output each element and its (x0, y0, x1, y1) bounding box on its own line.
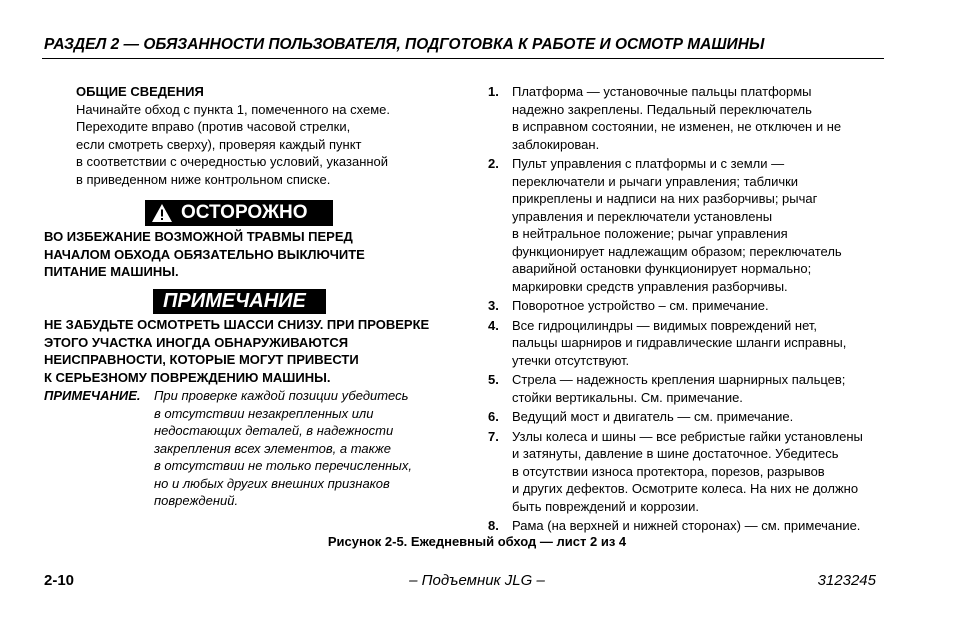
item-line: переключатели и рычаги управления; таблички (512, 173, 799, 189)
item-number: 2. (488, 156, 499, 171)
item-line: пальцы шарниров и гидравлические шланги исправны, (512, 335, 847, 350)
checklist-item (488, 297, 888, 315)
caution-badge (145, 200, 333, 226)
notice-text (44, 316, 464, 386)
remark-line: повреждений. (154, 493, 239, 508)
item-line: маркировки средств управления разборчивы. (512, 278, 788, 294)
item-line: аварийной остановки функционирует нормально; (512, 261, 812, 276)
checklist-item (488, 371, 888, 406)
item-number: 8. (488, 518, 499, 533)
subheading: ОБЩИЕ СВЕДЕНИЯ (76, 84, 204, 99)
item-line: и других дефектов. Осмотрите колеса. На них не должно (512, 481, 859, 496)
intro-paragraph (76, 101, 436, 189)
remark-line: но и любых других внешних признаков (154, 475, 390, 491)
item-line: Поворотное устройство – см. примечание. (512, 298, 769, 313)
remark-label: ПРИМЕЧАНИЕ. (44, 388, 141, 403)
item-line: Стрела — надежность крепления шарнирных пальцев; (512, 372, 846, 387)
item-line: Узлы колеса и шины — все ребристые гайки установлены (512, 428, 863, 444)
item-line: в исправном состоянии, не изменен, не отключен и не (512, 119, 842, 134)
checklist (488, 83, 888, 537)
item-number: 7. (488, 428, 499, 444)
intro-line: Переходите вправо (против часовой стрелки, (76, 119, 351, 134)
caution-line: ПИТАНИЕ МАШИНЫ. (44, 264, 179, 279)
item-line: в отсутствии износа протектора, порезов, разрывов (512, 463, 825, 479)
checklist-item (488, 317, 888, 370)
intro-line: Начинайте обход с пункта 1, помеченного на схеме. (76, 101, 390, 117)
item-line: заблокирован. (512, 136, 600, 152)
notice-line: ЭТОГО УЧАСТКА ИНОГДА ОБНАРУЖИВАЮТСЯ (44, 334, 349, 350)
item-number: 5. (488, 372, 499, 387)
header-divider (42, 58, 884, 59)
item-line: быть повреждений и коррозии. (512, 498, 700, 514)
item-line: Ведущий мост и двигатель — см. примечание. (512, 409, 794, 424)
remark-line: в отсутствии не только перечисленных, (154, 458, 412, 473)
notice-line: НЕИСПРАВНОСТИ, КОТОРЫЕ МОГУТ ПРИВЕСТИ (44, 352, 359, 367)
caution-text (44, 228, 444, 281)
item-line: надежно закреплены. Педальный переключатель (512, 101, 812, 117)
item-line: прикреплены и надписи на них разборчивы; рычаг (512, 191, 818, 206)
item-number: 6. (488, 409, 499, 424)
item-line: функционирует надлежащим образом; переключатель (512, 243, 842, 259)
checklist-item (488, 428, 888, 516)
checklist-item (488, 517, 888, 535)
item-line: Все гидроцилиндры — видимых повреждений нет, (512, 317, 818, 333)
intro-line: в соответствии с очередностью условий, указанной (76, 154, 389, 169)
notice-label: ПРИМЕЧАНИЕ (163, 290, 306, 312)
document-number: 3123245 (817, 572, 876, 589)
left-column (44, 83, 454, 188)
checklist-item (488, 83, 888, 153)
caution-line: ВО ИЗБЕЖАНИЕ ВОЗМОЖНОЙ ТРАВМЫ ПЕРЕД (44, 229, 353, 244)
item-line: Рама (на верхней и нижней сторонах) — см. примечание. (512, 518, 861, 533)
item-line: и затянуты, давление в шине достаточное. Убедитесь (512, 446, 839, 461)
caution-line: НАЧАЛОМ ОБХОДА ОБЯЗАТЕЛЬНО ВЫКЛЮЧИТЕ (44, 246, 365, 262)
remark-line: в отсутствии незакрепленных или (154, 405, 374, 421)
remark-line: При проверке каждой позиции убедитесь (154, 388, 409, 403)
figure-caption: Рисунок 2-5. Ежедневный обход — лист 2 из 4 (327, 534, 627, 549)
item-line: Платформа — установочные пальцы платформы (512, 84, 812, 99)
page-number: 2-10 (44, 572, 75, 589)
item-number: 3. (488, 298, 499, 313)
item-line: утечки отсутствуют. (512, 352, 630, 368)
notice-line: НЕ ЗАБУДЬТЕ ОСМОТРЕТЬ ШАССИ СНИЗУ. ПРИ ПРОВЕРКЕ (44, 317, 430, 332)
intro-line: в приведенном ниже контрольном списке. (76, 171, 331, 187)
footer-title: – Подъемник JLG – (409, 572, 545, 589)
item-line: стойки вертикальны. См. примечание. (512, 389, 743, 405)
remark-body (154, 387, 454, 510)
notice-line: К СЕРЬЕЗНОМУ ПОВРЕЖДЕНИЮ МАШИНЫ. (44, 369, 331, 385)
item-line: Пульт управления с платформы и с земли — (512, 156, 785, 171)
item-number: 1. (488, 84, 499, 99)
warning-triangle-icon (151, 202, 173, 224)
remark-line: недостающих деталей, в надежности (154, 423, 394, 438)
item-number: 4. (488, 317, 499, 333)
remark-line: закрепления всех элементов, а также (154, 440, 391, 456)
checklist-item (488, 155, 888, 295)
caution-label: ОСТОРОЖНО (181, 202, 308, 223)
item-line: управления и переключатели установлены (512, 208, 773, 224)
section-title: РАЗДЕЛ 2 — ОБЯЗАННОСТИ ПОЛЬЗОВАТЕЛЯ, ПОДГОТОВКА К РАБОТЕ И ОСМОТР МАШИНЫ (44, 36, 765, 53)
notice-badge (153, 289, 326, 314)
intro-line: если смотреть сверху), проверяя каждый пункт (76, 136, 362, 152)
checklist-item (488, 408, 888, 426)
item-line: в нейтральное положение; рычаг управления (512, 226, 788, 241)
